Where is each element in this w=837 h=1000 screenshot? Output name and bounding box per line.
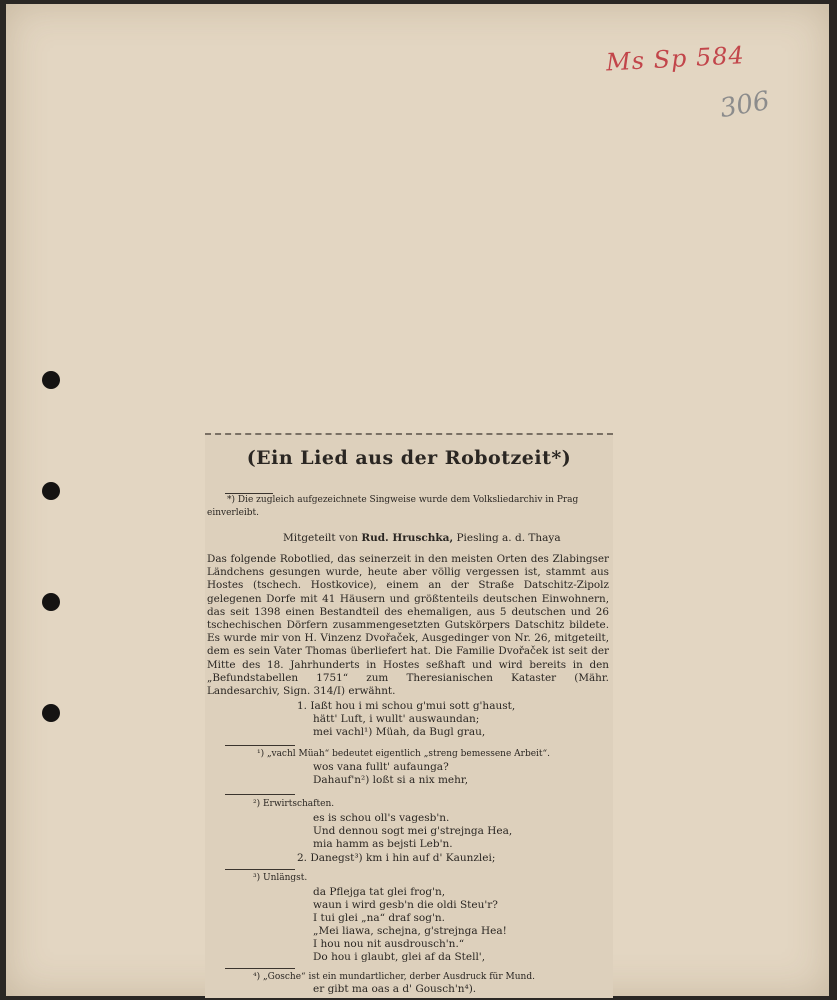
verse-line: mia hamm as bejsti Leb'n. <box>313 838 453 850</box>
footnote-4: ⁴) „Gosche“ ist ein mundartlicher, derber Ausdruck für Mund. <box>253 972 535 982</box>
verse-line: 1. Iaßt hou i mi schou g'mui sott g'haust, <box>297 700 516 712</box>
footnote-rule <box>225 794 295 795</box>
verse-line: mei vachl¹) Müah, da Bugl grau, <box>313 726 486 738</box>
verse-line: hätt' Luft, i wullt' auswaundan; <box>313 713 480 725</box>
verse-line: waun i wird gesb'n die oldi Steu'r? <box>313 899 498 911</box>
verse-line: 2. Danegst³) km i hin auf d' Kaunzlei; <box>297 852 496 864</box>
footnote-star-cont: einverleibt. <box>207 508 260 518</box>
punch-hole <box>42 704 60 722</box>
verse-line: Und dennou sogt mei g'strejnga Hea, <box>313 825 513 837</box>
handwritten-archive-number: 306 <box>717 85 772 125</box>
punch-hole <box>42 593 60 611</box>
footnote-rule <box>225 745 295 746</box>
footnote-1: ¹) „vachl Müah“ bedeutet eigentlich „streng bemessene Arbeit“. <box>257 749 550 759</box>
footnote-2: ²) Erwirtschaften. <box>253 799 335 809</box>
footnote-rule <box>225 869 295 870</box>
verse-line: Do hou i glaubt, glei af da Stell', <box>313 951 486 963</box>
handwritten-signature: Ms Sp 584 <box>605 41 746 77</box>
intro-paragraph: Das folgende Robotlied, das seinerzeit in den meisten Orten des Zlabingser Ländchens gesungen wurde, heute aber völlig vergessen ist, stammt aus Hostes (tschech. Hostkovice), einem an der Straße Datschitz-Zipolz gelegenen Dorfe mit 41 Häusern und größtenteils deutschen Einwohnern, das seit 1398 einen Bestandteil des ehemaligen, aus 5 deutschen und 26 tschechischen Dörfern zusammengesetzten Gutskörpers Datschitz bildete. Es wurde mir von H. Vinzenz Dvořaček, Ausgedinger von Nr. 26, mitgeteilt, dem es sein Vater Thomas überliefert hat. Die Familie Dvořaček ist seit der Mitte des 18. Jahrhunderts in Hostes seßhaft und wird bereits in den „Befundstabellen 1751“ zum Theresianischen Kataster (Mähr. Landesarchiv, Sign. 314/I) erwähnt. <box>207 553 609 698</box>
punch-hole <box>42 482 60 500</box>
author-name: Rud. Hruschka, <box>361 532 454 544</box>
verse-line: I hou nou nit ausdrousch'n.“ <box>313 938 465 950</box>
footnote-rule <box>225 968 295 969</box>
footnote-rule <box>225 493 273 494</box>
verse-line: „Mei liawa, schejna, g'strejnga Hea! <box>313 925 507 937</box>
verse-line: er gibt ma oas a d' Gousch'n⁴). <box>313 983 477 995</box>
punch-hole <box>42 371 60 389</box>
newspaper-clipping <box>205 433 613 998</box>
footnote-3: ³) Unlängst. <box>253 873 308 883</box>
verse-line: es is schou oll's vagesb'n. <box>313 812 450 824</box>
byline: Mitgeteilt von Rud. Hruschka, Piesling a. d. Thaya <box>283 532 561 544</box>
verse-line: da Pflejga tat glei frog'n, <box>313 886 446 898</box>
verse-line: Dahauf'n²) loßt si a nix mehr, <box>313 774 469 786</box>
clipping-title: (Ein Lied aus der Robotzeit*) <box>246 447 572 469</box>
footnote-star: *) Die zugleich aufgezeichnete Singweise wurde dem Volksliedarchiv in Prag <box>227 495 579 505</box>
verse-line: I tui glei „na“ draf sog'n. <box>313 912 445 924</box>
verse-line: wos vana fullt' aufaunga? <box>313 761 449 773</box>
